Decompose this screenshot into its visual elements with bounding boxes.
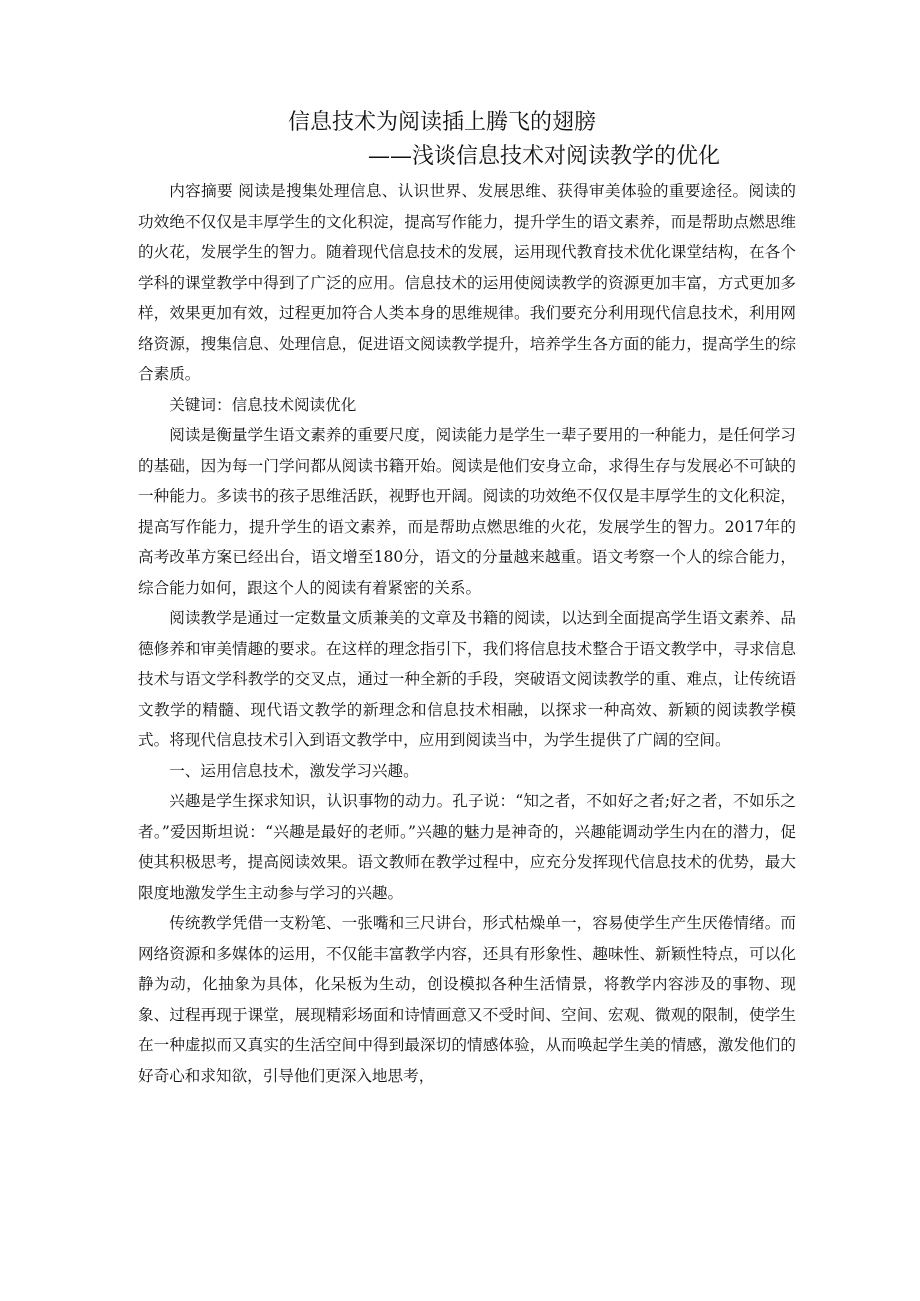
body-paragraph: 传统教学凭借一支粉笔、一张嘴和三尺讲台，形式枯燥单一，容易使学生产生厌倦情绪。而网络资源和多媒体的运用，不仅能丰富教学内容，还具有形象性、趣味性、新颖性特点，可以化静为动，化抽象为具体，化呆板为生动，创设模拟各种生活情景，将教学内容涉及的事物、现象、过程再现于课堂，展现精彩场面和诗情画意又不受时间、空间、宏观、微观的限制，使学生在一种虚拟而又真实的生活空间中得到最深切的情感体验，从而唤起学生美的情感，激发他们的好奇心和求知欲，引导他们更深入地思考， (138, 914, 796, 1085)
section-heading: 一、运用信息技术，激发学习兴趣。 (169, 761, 419, 780)
abstract-paragraph: 内容摘要 阅读是搜集处理信息、认识世界、发展思维、获得审美体验的重要途径。阅读的功效绝不仅仅是丰厚学生的文化积淀，提高写作能力，提升学生的语文素养，而是帮助点燃思维的火花，发展学生的智力。随着现代信息技术的发展，运用现代教育技术优化课堂结构，在各个学科的课堂教学中得到了广泛的应用。信息技术的运用使阅读教学的资源更加丰富，方式更加多样，效果更加有效，过程更加符合人类本身的思维规律。我们要充分利用现代信息技术，利用网络资源，搜集信息、处理信息，促进语文阅读教学提升，培养学生各方面的能力，提高学生的综合素质。 (138, 182, 796, 383)
document-title: 信息技术为阅读插上腾飞的翅膀 (288, 110, 597, 135)
document-subtitle: ——浅谈信息技术对阅读教学的优化 (368, 144, 721, 169)
keywords-line: 关键词：信息技术阅读优化 (169, 395, 357, 414)
body-paragraph: 阅读是衡量学生语文素养的重要尺度，阅读能力是学生一辈子要用的一种能力，是任何学习的基础，因为每一门学问都从阅读书籍开始。阅读是他们安身立命，求得生存与发展必不可缺的一种能力。多读书的孩子思维活跃，视野也开阔。阅读的功效绝不仅仅是丰厚学生的文化积淀，提高写作能力，提升学生的语文素养，而是帮助点燃思维的火花，发展学生的智力。2017年的高考改革方案已经出台，语文增至180分，语文的分量越来越重。语文考察一个人的综合能力，综合能力如何，跟这个人的阅读有着紧密的关系。 (138, 426, 796, 597)
body-paragraph: 兴趣是学生探求知识，认识事物的动力。孔子说：“知之者，不如好之者;好之者，不如乐之者。”爱因斯坦说：“兴趣是最好的老师。”兴趣的魅力是神奇的，兴趣能调动学生内在的潜力，促使其积极思考，提高阅读效果。语文教师在教学过程中，应充分发挥现代信息技术的优势，最大限度地激发学生主动参与学习的兴趣。 (138, 792, 796, 902)
document-page (138, 108, 796, 1091)
body-paragraph: 阅读教学是通过一定数量文质兼美的文章及书籍的阅读，以达到全面提高学生语文素养、品德修养和审美情趣的要求。在这样的理念指引下，我们将信息技术整合于语文教学中，寻求信息技术与语文学科教学的交叉点，通过一种全新的手段，突破语文阅读教学的重、难点，让传统语文教学的精髓、现代语文教学的新理念和信息技术相融，以探求一种高效、新颖的阅读教学模式。将现代信息技术引入到语文教学中，应用到阅读当中，为学生提供了广阔的空间。 (138, 609, 796, 749)
